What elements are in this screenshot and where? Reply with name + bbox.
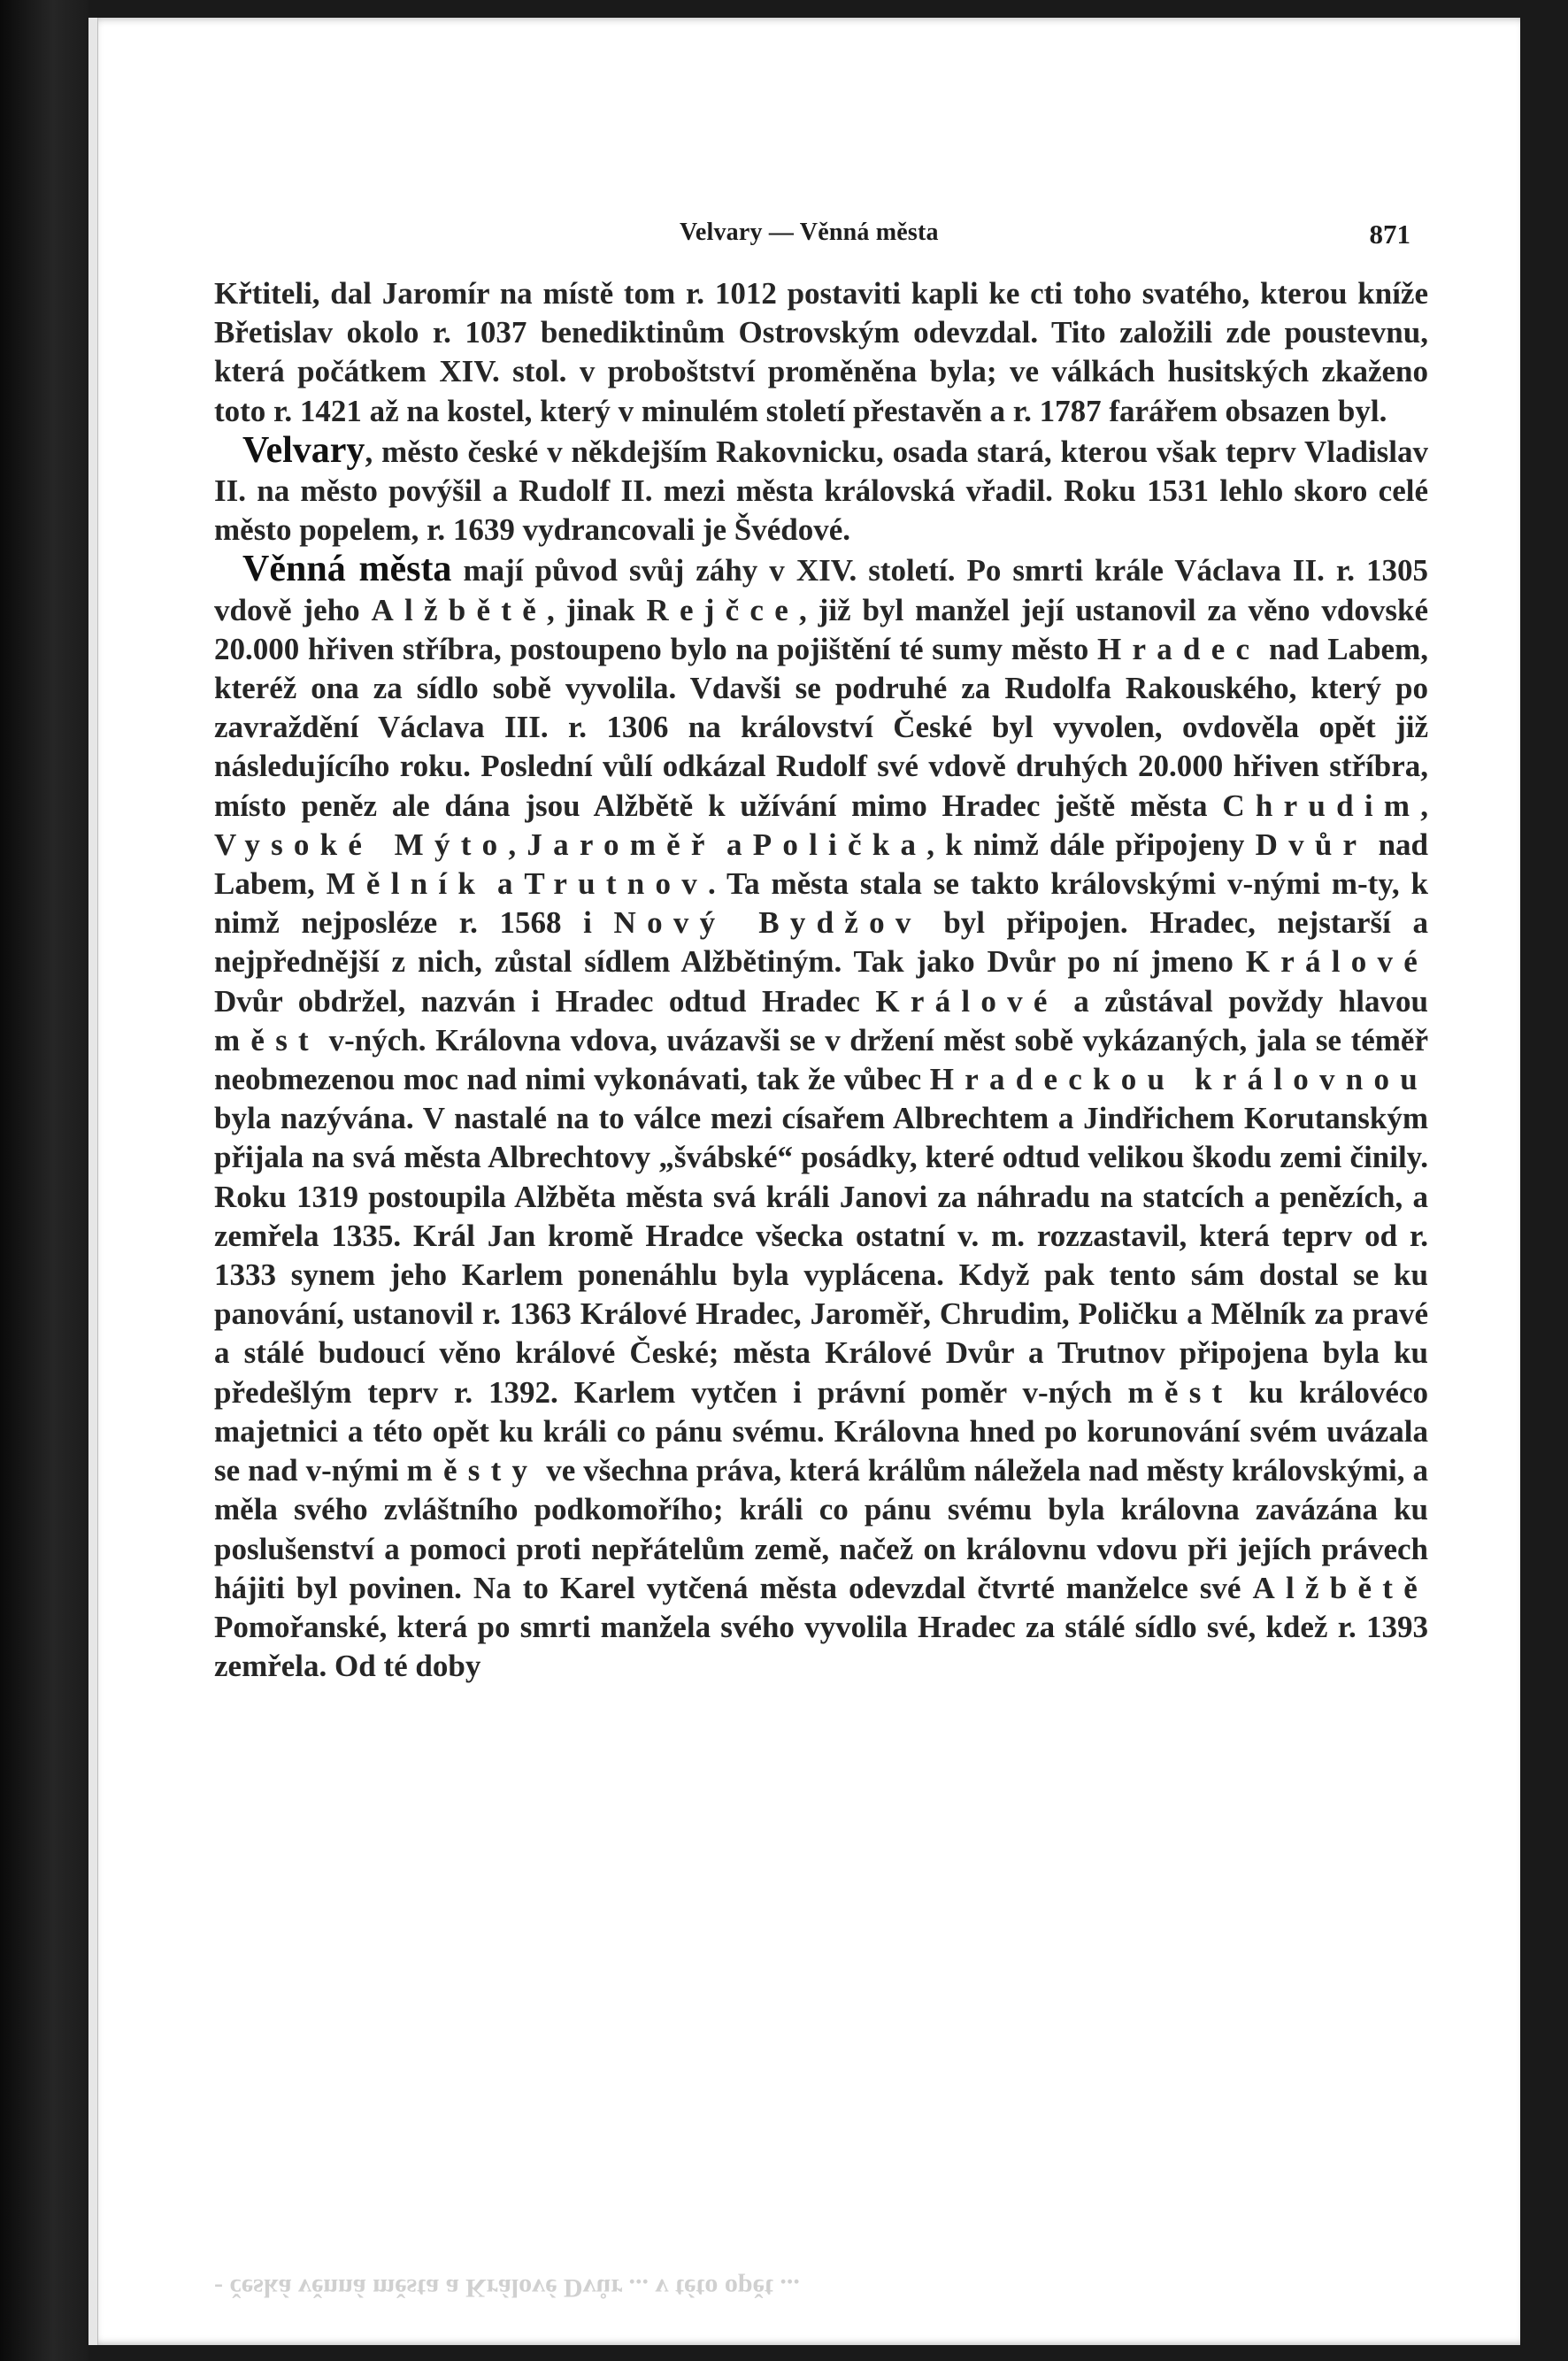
text-run: a zůstával povždy hlavou [1057,983,1428,1019]
text-run: byla nazývána. V nastalé na to válce mezi císařem Albrechtem a Jindřichem Korutanským přijala na svá města Albrechtovy „švábské“ posádky, které odtud velikou škodu zemi činily. Roku 1319 postoupila Alžběta města svá králi Janovi za náhradu na statcích a penězích, a zemřela 1335. Král Jan kromě Hradce všecka ostatní v. m. rozzastavil, která teprv od r. 1333 synem jeho Karlem ponenáhlu byla vyplácena. Když pak tento sám dostal se ku panování, ustanovil r. 1363 Králové Hradec, Jaroměř, Chrudim, Poličku a Mělník za pravé a stálé budoucí věno králové České; města Králové Dvůr a Trutnov připojena byla ku předešlým teprv r. 1392. Karlem vytčen i právní poměr v-ných [214,1101,1428,1410]
text-run: ve všechna práva, která králům náležela nad městy královskými, a měla svého zvláštního podkomořího; králi co pánu svému byla královna zavázána ku poslušenství a pomoci proti nepřátelům země, načež on královnu vdovu při jejích právech hájiti byl povinen. Na to Karel vytčená města odevzdal čtvrté manželce své [214,1453,1428,1605]
text-run: . Ta města stala se takto královskými v-nými m-ty, k nimž nejposléze r. 1568 i [214,866,1429,941]
spaced-emphasis: měst [214,1022,319,1057]
spaced-emphasis: Králové [875,983,1058,1019]
text-run: , [1420,788,1428,823]
spaced-emphasis: měst [1127,1374,1234,1410]
text-run: Křtiteli, dal Jaromír na místě tom r. 1012 postaviti kapli ke cti toho svatého, kterou kníže Břetislav okolo r. 1037 benediktinům Ostrovským odevzdal. Tito založili zde poustevnu, která počátkem XIV. stol. v proboštství proměněna byla; ve válkách husitských zkaženo toto r. 1421 až na kostel, který v minulém století přestavěn a r. 1787 farářem obsazen byl. [214,276,1428,428]
text-run: Dvůr obdržel, nazván i Hradec odtud Hradec [214,983,876,1019]
text-run: a [486,866,525,902]
page-edge [88,18,98,2345]
text-run: , k nimž dále připojeny [926,827,1256,862]
text-run: nad Labem, [214,827,1429,902]
paragraph-0 [214,274,1428,431]
text-run: a [715,827,753,862]
spaced-emphasis: Polička [752,827,927,862]
paragraph-1 [214,431,1428,550]
section-heading: Věnná města [242,549,452,590]
spaced-emphasis: Nový Bydžov [613,905,922,941]
text-run: byl připojen. Hradec, nejstarší a nejpřednější z nich, zůstal sídlem Alžbětiným. Tak jako Dvůr po ní jmeno [214,905,1429,980]
spaced-emphasis: Hradeckou královnou [929,1062,1428,1097]
spaced-emphasis: Jaroměř [527,827,716,862]
spaced-emphasis: Alžbětě [371,592,547,627]
book-spine [0,0,88,2361]
spaced-emphasis: Rejčce [646,592,799,627]
text-run: v-ných. Královna vdova, uvázavši se v držení měst sobě vykázaných, jala se téměř neobmezenou moc nad nimi vykonávati, tak že vůbec [214,1022,1428,1097]
running-header [680,219,1410,256]
book-page [88,18,1520,2345]
spaced-emphasis: Hradec [1096,631,1261,666]
text-run: nad Labem, kteréž ona za sídlo sobě vyvolila. Vdavši se podruhé za Rudolfa Rakouského, který po zavraždění Václava III. r. 1306 na království České byl vyvolen, ovdověla opět již následujícího roku. Poslední vůlí odkázal Rudolf své vdově druhých 20.000 hřiven stříbra, místo peněz ale dána jsou Alžbětě k užívání mimo Hradec ještě města [214,631,1428,823]
spaced-emphasis: Chrudim [1222,788,1421,823]
spaced-emphasis: Králové [1245,944,1428,980]
running-title: Velvary — Věnná města [680,219,939,246]
text-run: , město české v někdejším Rakovnicku, osada stará, kterou však teprv Vladislav II. na město povýšil a Rudolf II. mezi města královská vřadil. Roku 1531 lehlo skoro celé město popelem, r. 1639 vydrancovali je Švédové. [214,434,1428,548]
spaced-emphasis: Alžbětě [1252,1570,1428,1605]
spaced-emphasis: Vysoké Mýto [214,827,509,862]
spaced-emphasis: městy [406,1453,539,1488]
text-run: , již byl manžel její ustanovil za věno vdovské 20.000 hřiven stříbra, postoupeno bylo na pojištění té sumy město [214,592,1429,666]
spaced-emphasis: Mělník [326,866,487,902]
section-heading: Velvary [242,429,365,471]
bleed-through-text: - česká věnná města a Králové Dvůr ... v této opět ... [214,2273,800,2303]
text-run: Pomořanské, která po smrti manžela svého vyvolila Hradec za stálé sídlo své, kdež r. 1393 zemřela. Od té doby [214,1609,1428,1684]
text-run: , jinak [547,592,647,627]
text-run: ku královéco majetnici a této opět ku králi co pánu svému. Královna hned po korunování svém uvázala se nad v-nými [214,1374,1428,1488]
page-number: 871 [1369,219,1410,250]
page-body [214,274,1428,1686]
spaced-emphasis: Dvůr [1255,827,1368,862]
text-run: mají původ svůj záhy v XIV. století. Po smrti krále Václava II. r. 1305 vdově jeho [214,553,1428,627]
text-run: , [508,827,527,862]
paragraph-2 [214,550,1428,1686]
spaced-emphasis: Trutnov [524,866,708,902]
